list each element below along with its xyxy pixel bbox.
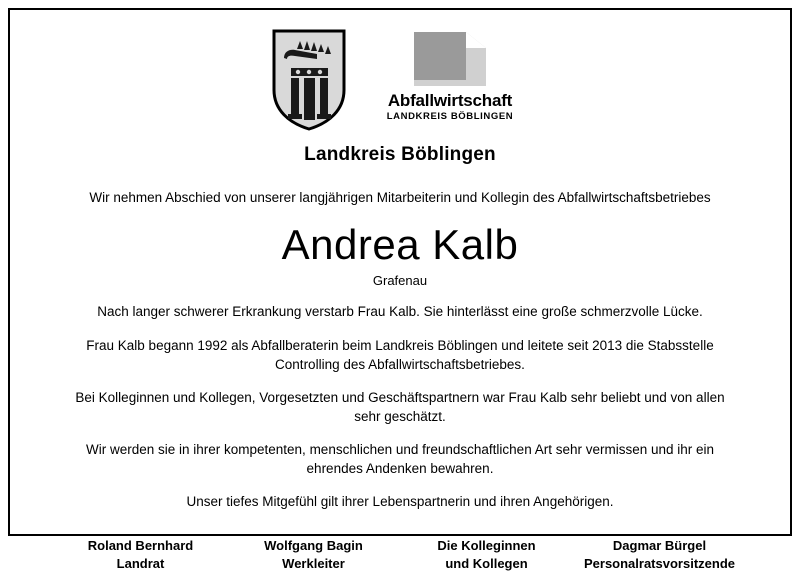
abfallwirtschaft-subtitle: LANDKREIS BÖBLINGEN	[386, 111, 514, 122]
signatories-row	[54, 537, 746, 572]
logo-row	[271, 28, 529, 132]
paragraph-3: Bei Kolleginnen und Kollegen, Vorgesetzten und Geschäftspartnern war Frau Kalb sehr beliebt und von allen sehr geschätzt.	[75, 390, 725, 424]
signatory-4-name: Dagmar Bürgel	[612, 538, 707, 554]
signatory-2	[227, 537, 400, 572]
obituary-content	[10, 10, 790, 571]
signatory-2-role: Werkleiter	[282, 555, 345, 571]
signatory-1	[54, 537, 227, 572]
paragraph-5: Unser tiefes Mitgefühl gilt ihrer Lebenspartnerin und ihren Angehörigen.	[186, 493, 614, 509]
obituary-frame	[8, 8, 792, 571]
boeblingen-coat-of-arms-icon	[271, 28, 347, 132]
deceased-place: Grafenau	[372, 273, 428, 289]
lead-text: Wir nehmen Abschied von unserer langjährigen Mitarbeiterin und Kollegin des Abfallwirtschaftsbetriebes	[89, 190, 711, 205]
signatory-3	[400, 537, 573, 572]
signatory-3-name: Die Kolleginnen	[437, 538, 536, 554]
signatory-4-role: Personalratsvorsitzende	[583, 555, 735, 571]
paragraph-4: Wir werden sie in ihrer kompetenten, menschlichen und freundschaftlichen Art sehr vermissen und ihr ein ehrendes Andenken bewahren.	[85, 442, 715, 477]
paragraph-1: Nach langer schwerer Erkrankung verstarb Frau Kalb. Sie hinterlässt eine große schmerzvolle Lücke.	[97, 304, 703, 320]
abfallwirtschaft-logo	[371, 28, 529, 132]
district-heading: Landkreis Böblingen	[304, 144, 496, 165]
signatory-1-name: Roland Bernhard	[87, 538, 194, 554]
abfallwirtschaft-title: Abfallwirtschaft	[387, 91, 513, 110]
paragraph-2: Frau Kalb begann 1992 als Abfallberaterin beim Landkreis Böblingen und leitete seit 2013 die Stabsstelle Controlling des Abfallwirtschaftsbetriebes.	[86, 337, 714, 372]
signatory-3-role: und Kollegen	[445, 555, 528, 571]
signatory-2-name: Wolfgang Bagin	[264, 538, 363, 554]
waste-bin-icon	[408, 28, 492, 90]
signatory-4	[573, 537, 746, 572]
signatory-1-role: Landrat	[116, 555, 165, 571]
deceased-name: Andrea Kalb	[281, 221, 519, 269]
